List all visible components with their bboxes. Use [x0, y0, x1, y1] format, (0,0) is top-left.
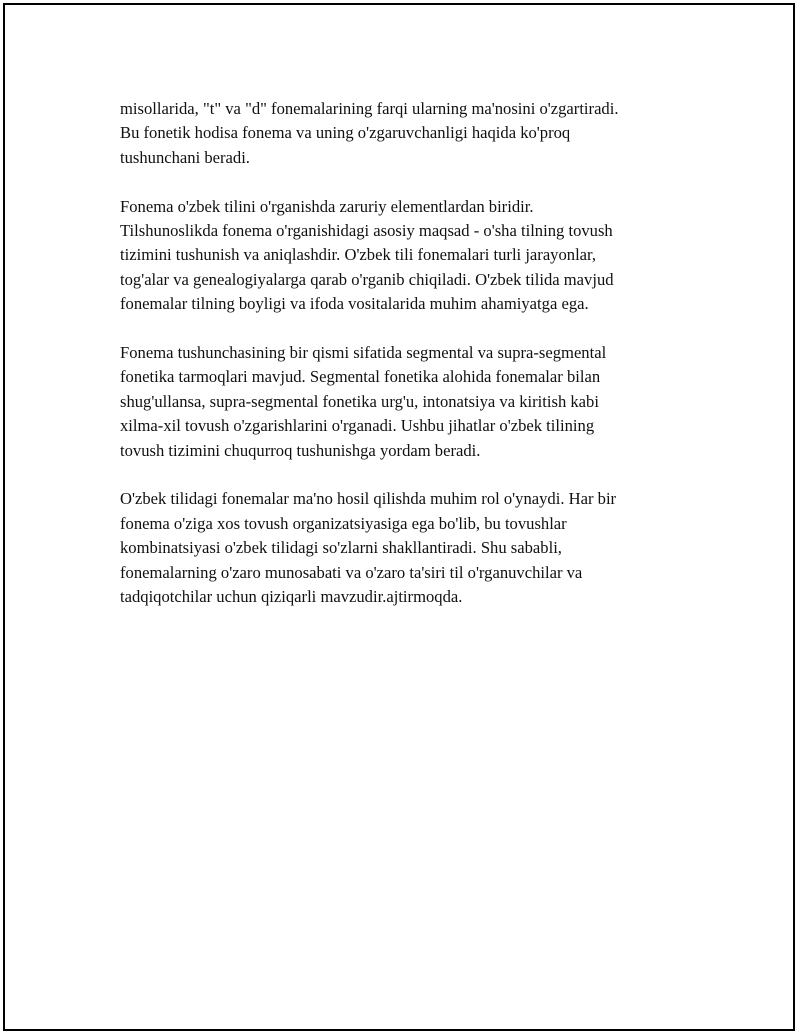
text-line: fonemalarning o'zaro munosabati va o'zaro ta'siri til o'rganuvchilar va [120, 562, 583, 582]
text-line: Tilshunoslikda fonema o'rganishidagi asosiy maqsad - o'sha tilning tovush [120, 221, 613, 241]
text-line: fonetika tarmoqlari mavjud. Segmental fonetika alohida fonemalar bilan [120, 367, 601, 387]
text-line: Fonema o'zbek tilini o'rganishda zaruriy elementlardan biridir. [120, 196, 534, 216]
text-line: tizimini tushunish va aniqlashdir. O'zbek tili fonemalari turli jarayonlar, [120, 245, 597, 265]
page-border [3, 3, 795, 1031]
text-line: xilma-xil tovush o'zgarishlarini o'rganadi. Ushbu jihatlar o'zbek tilining [120, 416, 595, 436]
paragraph-4 [120, 487, 690, 609]
text-line: tushunchani beradi. [120, 147, 250, 167]
text-line: Fonema tushunchasining bir qismi sifatida segmental va supra-segmental [120, 343, 607, 363]
text-line: tadqiqotchilar uchun qiziqarli mavzudir.ajtirmoqda. [120, 587, 463, 607]
document-body [120, 97, 690, 634]
text-line: Bu fonetik hodisa fonema va uning o'zgaruvchanligi haqida ko'proq [120, 123, 571, 143]
paragraph-3 [120, 341, 690, 463]
paragraph-1 [120, 97, 690, 170]
text-line: fonemalar tilning boyligi va ifoda vositalarida muhim ahamiyatga ega. [120, 294, 589, 314]
text-line: kombinatsiyasi o'zbek tilidagi so'zlarni shakllantiradi. Shu sababli, [120, 538, 562, 558]
text-line: O'zbek tilidagi fonemalar ma'no hosil qilishda muhim rol o'ynaydi. Har bir [120, 489, 617, 509]
paragraph-2 [120, 195, 690, 317]
text-line: fonema o'ziga xos tovush organizatsiyasiga ega bo'lib, bu tovushlar [120, 513, 567, 533]
text-line: misollarida, "t" va "d" fonemalarining farqi ularning ma'nosini o'zgartiradi. [120, 99, 619, 118]
text-line: tog'alar va genealogiyalarga qarab o'rganib chiqiladi. O'zbek tilida mavjud [120, 269, 614, 289]
text-line: shug'ullansa, supra-segmental fonetika urg'u, intonatsiya va kiritish kabi [120, 391, 599, 411]
text-line: tovush tizimini chuqurroq tushunishga yordam beradi. [120, 440, 481, 460]
